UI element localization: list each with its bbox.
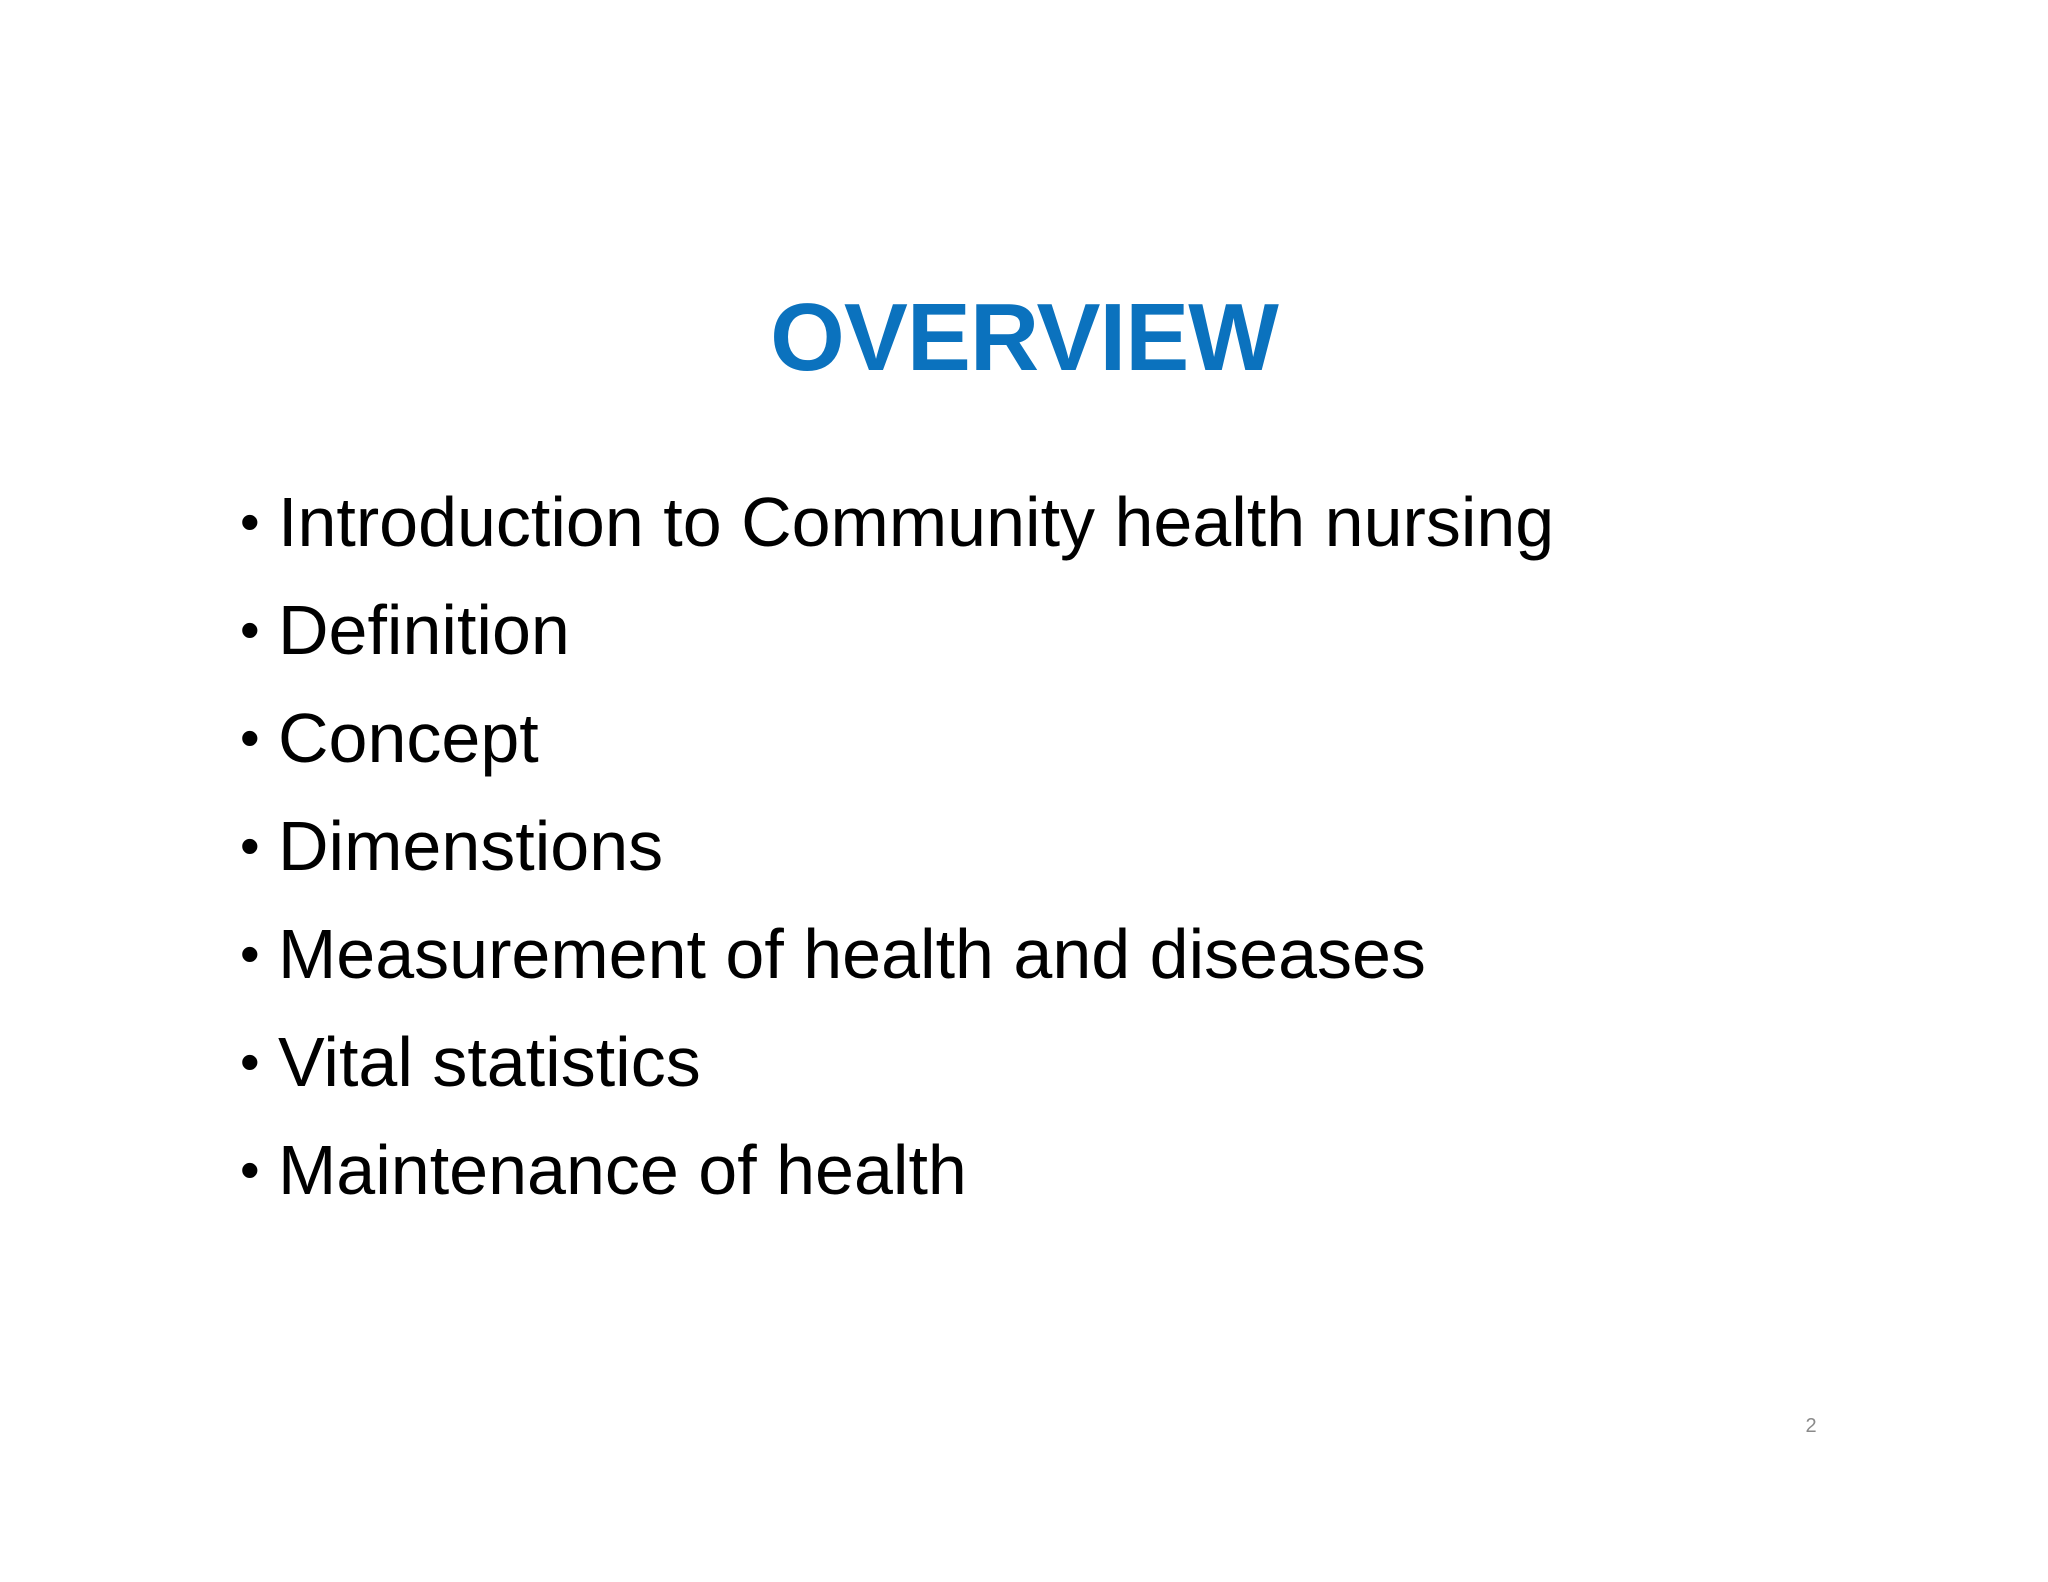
bullet-icon: • <box>240 922 260 985</box>
bullet-icon: • <box>240 706 260 769</box>
slide-title: OVERVIEW <box>770 284 1278 391</box>
bullet-icon: • <box>240 598 260 661</box>
bullet-text: Dimenstions <box>278 807 664 885</box>
bullet-text: Definition <box>278 591 570 669</box>
bullet-text: Maintenance of health <box>278 1131 967 1209</box>
bullet-icon: • <box>240 1030 260 1093</box>
bullet-text: Introduction to Community health nursing <box>278 483 1555 561</box>
bullet-icon: • <box>240 1138 260 1201</box>
bullet-text: Concept <box>278 699 539 777</box>
bullet-icon: • <box>240 814 260 877</box>
bullet-text: Vital statistics <box>278 1023 701 1101</box>
bullet-text: Measurement of health and diseases <box>278 915 1426 993</box>
page-number: 2 <box>1805 1415 1817 1437</box>
bullet-icon: • <box>240 490 260 553</box>
